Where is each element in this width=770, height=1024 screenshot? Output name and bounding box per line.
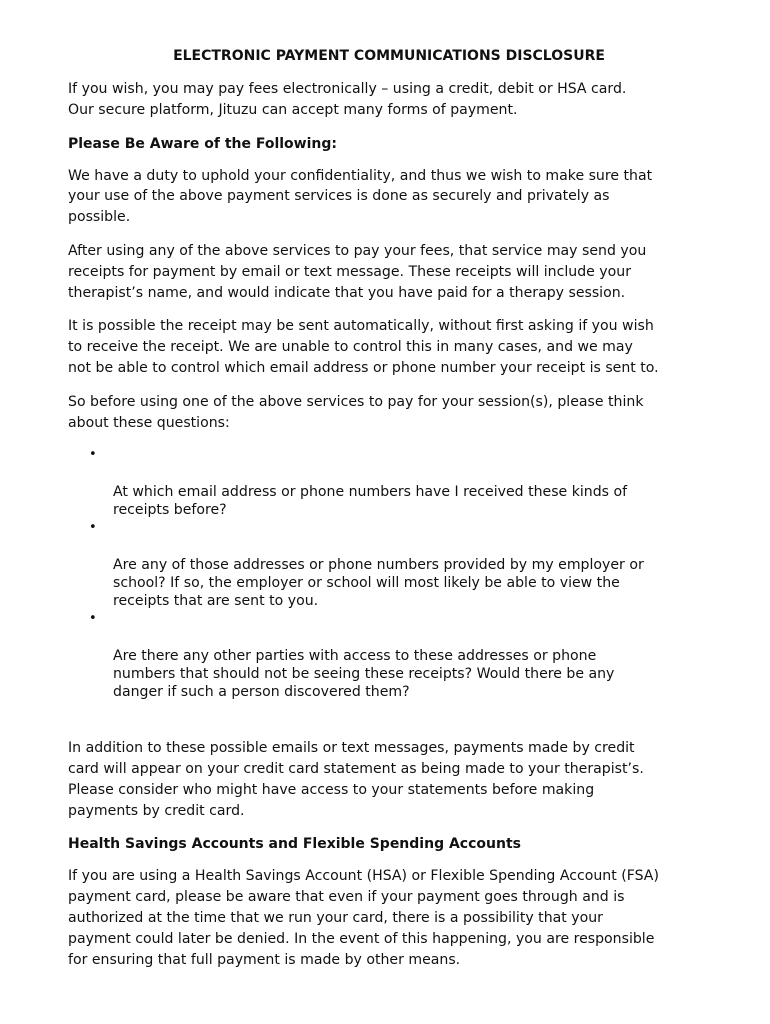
list-item <box>89 610 708 701</box>
automatic-receipt-paragraph: It is possible the receipt may be sent automatically, without first asking if you wish to receive the receipt. We are unable to control this in many cases, and we may not be able to control which email address or phone number your receipt is sent to. <box>68 318 659 376</box>
section-spacer <box>68 701 708 738</box>
document-title: ELECTRONIC PAYMENT COMMUNICATIONS DISCLOSURE <box>173 48 605 64</box>
list-item <box>89 446 708 519</box>
document-page <box>68 46 708 983</box>
questions-list <box>68 446 708 701</box>
hsa-paragraph: If you are using a Health Savings Account (HSA) or Flexible Spending Account (FSA) payment card, please be aware that even if your payment goes through and is authorized at the time that we run your card, there is a possibility that your payment could later be denied. In the event of this happening, you are responsible for ensuring that full payment is made by other means. <box>68 868 659 968</box>
duty-paragraph: We have a duty to uphold your confidentiality, and thus we wish to make sure that your use of the above payment services is done as securely and privately as possible. <box>68 167 653 226</box>
receipts-paragraph: After using any of the above services to pay your fees, that service may send you receipts for payment by email or text message. These receipts will include your therapist’s name, and would indicate that you have paid for a therapy session. <box>68 242 647 301</box>
statement-paragraph: In addition to these possible emails or text messages, payments made by credit card will appear on your credit card statement as being made to your therapist’s. Please consider who might have access to your statements before making payments by credit card. <box>68 740 644 819</box>
list-item-text: At which email address or phone numbers have I received these kinds of receipts before? <box>113 483 628 518</box>
hsa-heading: Health Savings Accounts and Flexible Spending Accounts <box>68 836 521 853</box>
list-item-text: Are any of those addresses or phone numbers provided by my employer or school? If so, the employer or school will most likely be able to view the receipts that are sent to you. <box>113 556 644 609</box>
aware-heading: Please Be Aware of the Following: <box>68 135 337 152</box>
list-item-text: Are there any other parties with access to these addresses or phone numbers that should not be seeing these receipts? Would there be any danger if such a person discovered them? <box>113 647 615 700</box>
intro-paragraph: If you wish, you may pay fees electronically – using a credit, debit or HSA card. Our secure platform, Jituzu can accept many forms of payment. <box>68 81 627 118</box>
list-item <box>89 519 708 610</box>
bullet-icon: • <box>89 611 97 627</box>
questions-paragraph: So before using one of the above services to pay for your session(s), please think about these questions: <box>68 393 644 431</box>
bullet-icon: • <box>89 520 97 536</box>
bullet-icon: • <box>89 447 97 463</box>
